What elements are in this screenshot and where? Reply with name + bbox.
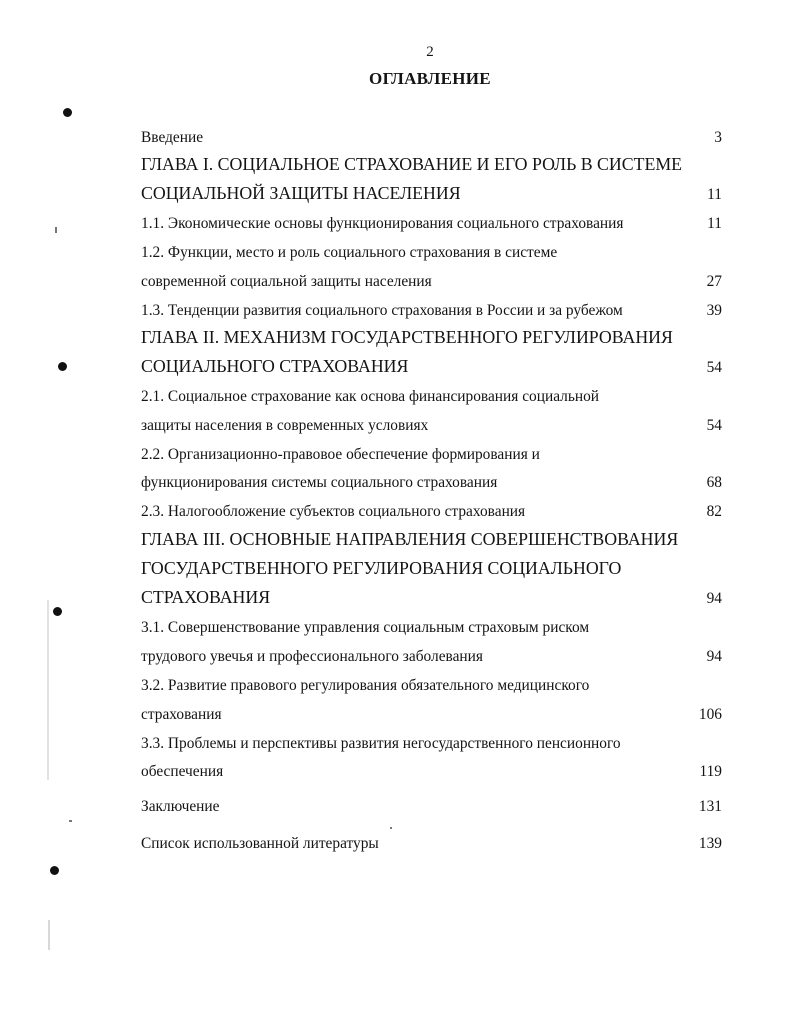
toc-entry-text: ГЛАВА II. МЕХАНИЗМ ГОСУДАРСТВЕННОГО РЕГУЛИРОВАНИЯ [141, 327, 673, 347]
page-number: 2 [426, 44, 434, 60]
toc-entry-page: 94 [706, 590, 722, 607]
toc-entry-text: 1.1. Экономические основы функционирования социального страхования [141, 215, 624, 232]
toc-entry-3-1-line2 [141, 643, 722, 669]
toc-entry-text: Список использованной литературы [141, 835, 379, 852]
toc-entry-3-2-line1 [141, 672, 722, 698]
toc-entry-text: ГЛАВА I. СОЦИАЛЬНОЕ СТРАХОВАНИЕ И ЕГО РОЛЬ В СИСТЕМЕ [141, 154, 682, 174]
toc-entry-1-1 [141, 210, 722, 236]
toc-entry-2-2-line1 [141, 441, 722, 467]
scan-speck [55, 227, 57, 233]
toc-entry-text: Заключение [141, 798, 220, 815]
toc-entry-text: 2.3. Налогообложение субъектов социального страхования [141, 503, 526, 520]
toc-chapter-1-line1 [141, 152, 722, 178]
toc-entry-page: 11 [707, 215, 722, 232]
toc-chapter-1-line2 [141, 181, 722, 207]
toc-entry-2-1-line2 [141, 412, 722, 438]
toc-entry-page: 39 [706, 302, 722, 319]
binder-hole-mark [50, 866, 59, 875]
toc-entry-page: 82 [706, 503, 722, 520]
toc-entry-references [141, 830, 722, 856]
toc-entry-1-2-line2 [141, 268, 722, 294]
toc-entry-text: 3.3. Проблемы и перспективы развития негосударственного пенсионного [141, 735, 621, 752]
toc-entry-text: 1.3. Тенденции развития социального страхования в России и за рубежом [141, 302, 623, 319]
toc-entry-text: ГЛАВА III. ОСНОВНЫЕ НАПРАВЛЕНИЯ СОВЕРШЕНСТВОВАНИЯ [141, 529, 679, 549]
toc-entry-text: СТРАХОВАНИЯ [141, 587, 271, 607]
toc-entry-page: 68 [706, 474, 722, 491]
toc-entry-text: 3.2. Развитие правового регулирования обязательного медицинского [141, 677, 590, 694]
scan-speck [69, 820, 72, 822]
toc-entry-page: 139 [698, 835, 722, 852]
toc-entry-text: 1.2. Функции, место и роль социального страхования в системе [141, 244, 558, 261]
toc-entry-page: 119 [699, 763, 722, 780]
toc-entry-3-2-line2 [141, 701, 722, 727]
toc-entry-conclusion [141, 793, 722, 819]
toc-entry-2-1-line1 [141, 383, 722, 409]
toc-entry-page: 131 [698, 798, 722, 815]
toc-entry-text: 2.2. Организационно-правовое обеспечение формирования и [141, 446, 540, 463]
toc-entry-page: 94 [706, 648, 722, 665]
toc-entry-page: 11 [707, 186, 722, 203]
toc-chapter-3-line2 [141, 556, 722, 582]
binder-hole-mark [53, 607, 62, 616]
toc-chapter-2-line1 [141, 325, 722, 351]
binder-hole-mark [63, 108, 72, 117]
toc-entry-text: современной социальной защиты населения [141, 273, 432, 290]
toc-entry-text: функционирования системы социального страхования [141, 474, 498, 491]
scan-speck [390, 827, 392, 829]
toc-entry-2-3 [141, 498, 722, 524]
toc-entry-text: трудового увечья и профессионального заболевания [141, 648, 483, 665]
toc-entry-page: 54 [706, 417, 722, 434]
binder-hole-mark [58, 362, 67, 371]
toc-entry-3-3-line1 [141, 730, 722, 756]
toc-entry-text: СОЦИАЛЬНОГО СТРАХОВАНИЯ [141, 356, 409, 376]
toc-entry-3-1-line1 [141, 614, 722, 640]
toc-entry-text: 3.1. Совершенствование управления социальным страховым риском [141, 619, 590, 636]
toc-entry-text: Введение [141, 129, 204, 146]
toc-entry-page: 54 [706, 359, 722, 376]
toc-entry-1-2-line1 [141, 239, 722, 265]
toc-entry-3-3-line2 [141, 758, 722, 784]
toc-entry-text: 2.1. Социальное страхование как основа финансирования социальной [141, 388, 600, 405]
toc-title: ОГЛАВЛЕНИЕ [369, 69, 491, 88]
toc-entry-2-2-line2 [141, 469, 722, 495]
scan-edge-line [48, 920, 50, 950]
toc-entry-text: защиты населения в современных условиях [141, 417, 429, 434]
toc-entry-intro [141, 124, 722, 150]
toc-chapter-3-line3 [141, 585, 722, 611]
toc-entry-page: 27 [706, 273, 722, 290]
toc-entry-text: ГОСУДАРСТВЕННОГО РЕГУЛИРОВАНИЯ СОЦИАЛЬНОГО [141, 558, 622, 578]
scan-edge-line [47, 600, 49, 780]
toc-entry-text: СОЦИАЛЬНОЙ ЗАЩИТЫ НАСЕЛЕНИЯ [141, 183, 461, 203]
toc-entry-page: 3 [714, 129, 722, 146]
toc-chapter-3-line1 [141, 527, 722, 553]
toc-chapter-2-line2 [141, 354, 722, 380]
toc-entry-text: страхования [141, 706, 222, 723]
toc-entry-page: 106 [698, 706, 722, 723]
toc-entry-1-3 [141, 297, 722, 323]
toc-entry-text: обеспечения [141, 763, 224, 780]
